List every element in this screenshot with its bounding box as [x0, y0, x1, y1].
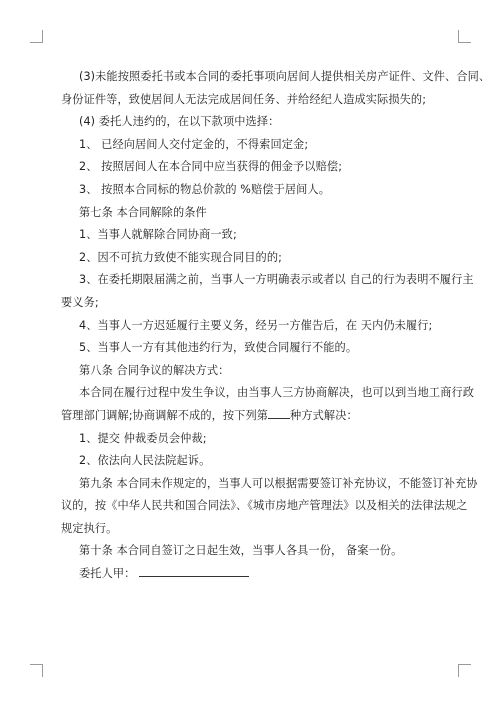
paragraph-line: 3、 按照本合同标的物总价款的 %赔偿于居间人。: [79, 182, 331, 196]
paragraph-line: 2、 按照居间人在本合同中应当获得的佣金予以赔偿;: [79, 160, 343, 174]
paragraph-line: 要义务;: [61, 295, 99, 309]
paragraph-line: 规定执行。: [61, 521, 118, 535]
paragraph-line: 3、在委托期限届满之前，当事人一方明确表示或者以 自己的行为表明不履行主: [79, 273, 474, 287]
paragraph-line: 2、依法向人民法院起诉。: [79, 454, 211, 468]
paragraph-line: 1、提交 仲裁委员会仲裁;: [79, 431, 207, 445]
document-body: [61, 66, 491, 586]
crop-mark-bottom-left: [30, 664, 43, 677]
paragraph-line: 1、当事人就解除合同协商一致;: [79, 228, 237, 242]
line-text-after-blank: 种方式解决：: [290, 408, 358, 422]
paragraph-line: 2、因不可抗力致使不能实现合同目的的;: [79, 250, 282, 264]
paragraph-line: 身份证件等，致使居间人无法完成居间任务、并给经纪人造成实际损失的;: [61, 92, 427, 106]
paragraph-line: 4、当事人一方迟延履行主要义务，经另一方催告后，在 天内仍未履行;: [79, 318, 433, 332]
crop-mark-bottom-right: [458, 664, 471, 677]
paragraph-line: [61, 405, 479, 428]
paragraph-line: 本合同在履行过程中发生争议，由当事人三方协商解决，也可以到当地工商行政: [79, 386, 475, 400]
line-text-before-blank: 管理部门调解;协商调解不成的，按下列第: [61, 408, 269, 422]
signature-label: 委托人甲：: [79, 567, 136, 581]
signature-line: [79, 563, 479, 586]
paragraph-line: (3)未能按照委托书或本合同的委托事项向居间人提供相关房产证件、文件、合同、: [79, 70, 491, 83]
section-heading: 第九条 本合同未作规定的，当事人可以根据需要签订补充协议，不能签订补充协: [79, 476, 478, 490]
paragraph-line: 议的，按《中华人民共和国合同法》、《城市房地产管理法》以及相关的法律法规之: [61, 499, 468, 513]
section-heading: 第八条 合同争议的解决方式：: [79, 363, 230, 377]
section-heading: 第七条 本合同解除的条件: [79, 205, 207, 219]
fill-in-blank[interactable]: [268, 407, 290, 419]
paragraph-line: (4) 委托人违约的，在以下款项中选择：: [79, 115, 280, 129]
paragraph-line: 5、当事人一方有其他违约行为，致使合同履行不能的。: [79, 341, 358, 355]
crop-mark-top-left: [30, 30, 43, 43]
crop-mark-top-right: [458, 30, 471, 43]
paragraph-line: 1、 已经向居间人交付定金的，不得索回定金;: [79, 137, 309, 151]
section-heading: 第十条 本合同自签订之日起生效，当事人各具一份， 备案一份。: [79, 544, 403, 558]
signature-blank[interactable]: [139, 565, 249, 577]
